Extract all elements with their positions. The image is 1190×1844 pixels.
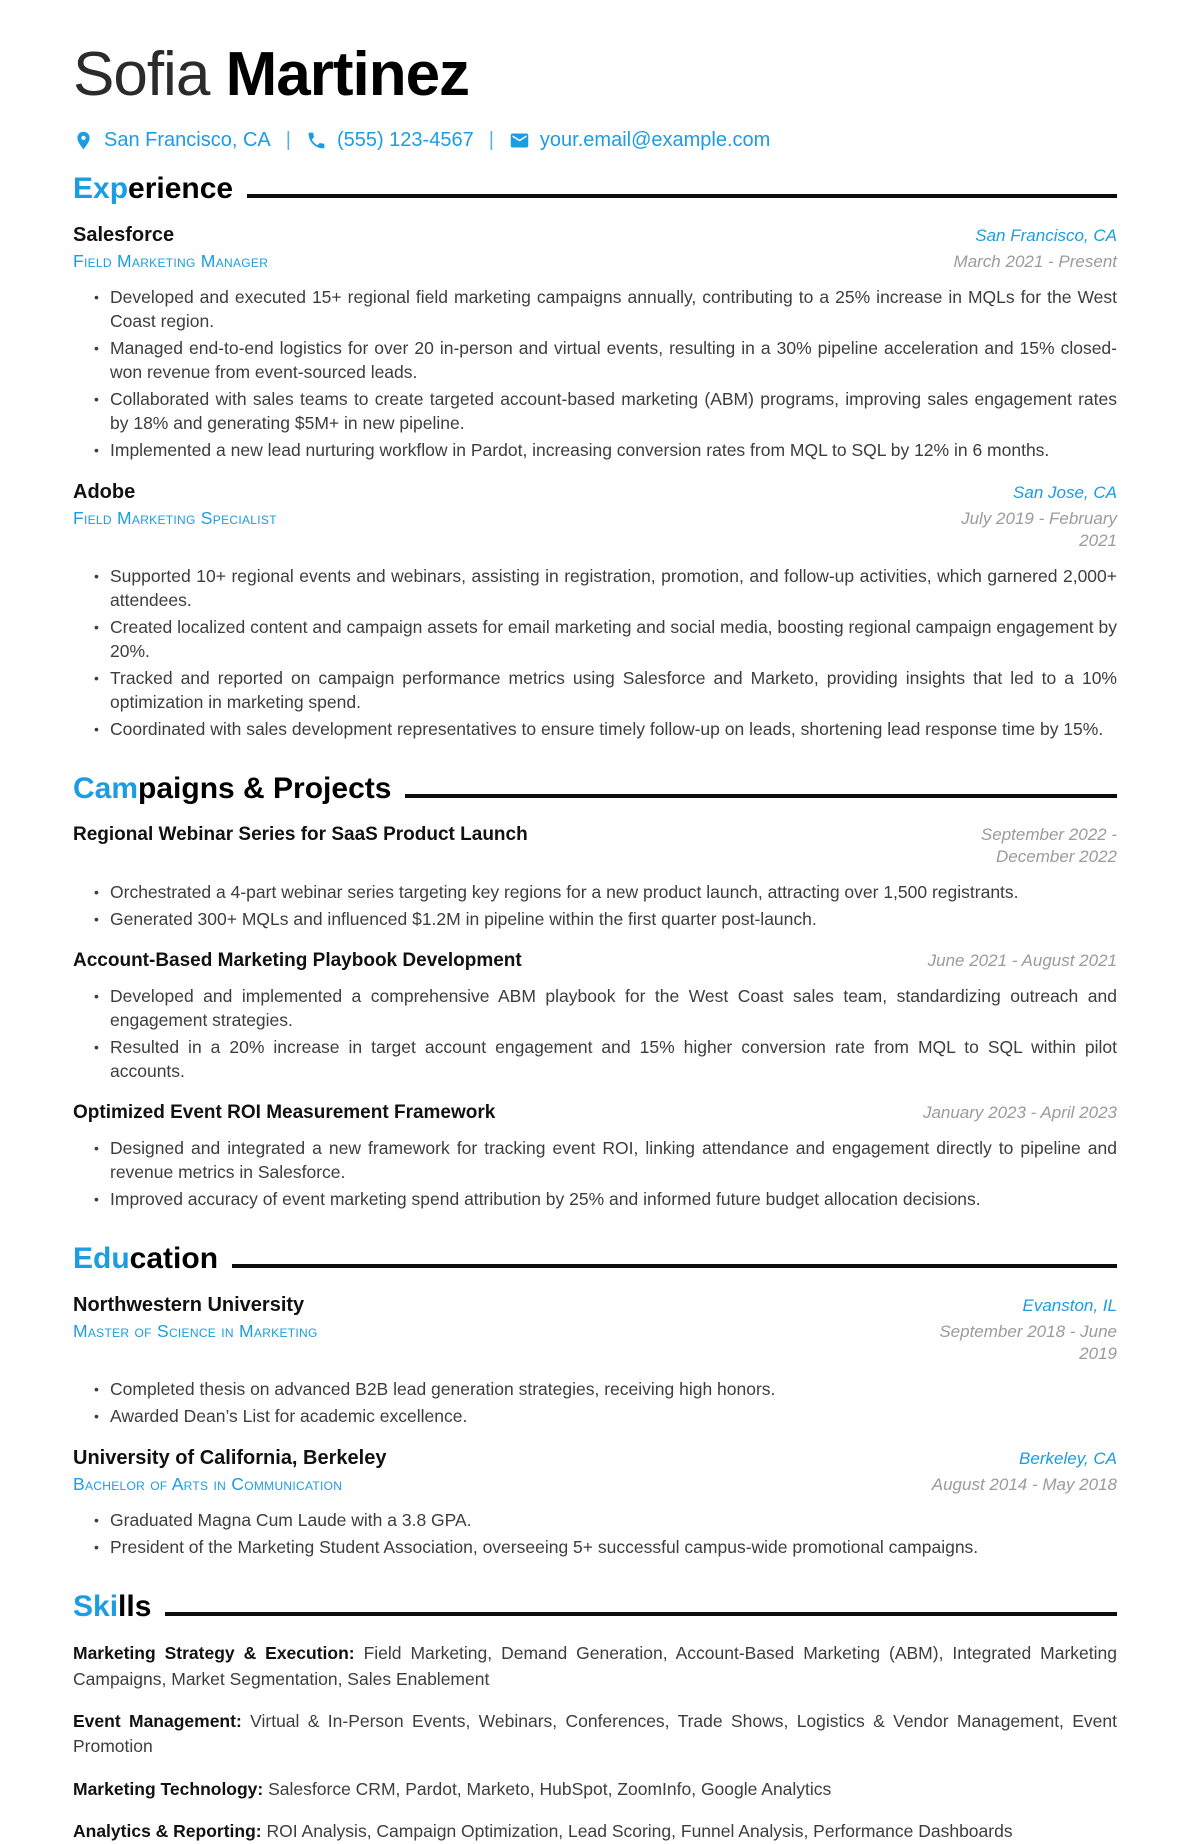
section-title-skills: [73, 1590, 1117, 1624]
project-dates: January 2023 - April 2023: [922, 1103, 1117, 1123]
entry-dates: July 2019 - February 2021: [961, 508, 1117, 551]
bullet-item: • Supported 10+ regional events and webinars, assisting in registration, promotion, and follow-up activities, which garnered 2,000+ attendees.: [73, 565, 1117, 613]
skill-category-label: Marketing Technology:: [73, 1778, 264, 1799]
contact-location: San Francisco, CA: [104, 129, 271, 152]
bullet-list: [73, 1137, 1117, 1212]
education-entry: [73, 1294, 1117, 1429]
contact-divider: |: [285, 129, 291, 152]
person-name: [73, 42, 1117, 107]
section-title-rest: lls: [118, 1590, 152, 1624]
position-title: Field Marketing Specialist: [73, 507, 277, 528]
bullet-list: [73, 881, 1117, 932]
project-entry: [73, 824, 1117, 932]
skill-list-text: Virtual & In-Person Events, Webinars, Conferences, Trade Shows, Logistics & Vendor Management, Event Promotion: [73, 1710, 1118, 1757]
project-title: Optimized Event ROI Measurement Framework: [73, 1102, 496, 1124]
project-dates: September 2022 - December 2022: [980, 824, 1117, 867]
project-entry: [73, 1102, 1117, 1212]
section-title-projects: [73, 772, 1117, 806]
bullet-list: [73, 1509, 1117, 1560]
school-name: University of California, Berkeley: [73, 1447, 387, 1470]
bullet-list: [73, 1378, 1117, 1429]
bullet-item: • Generated 300+ MQLs and influenced $1.2M in pipeline within the first quarter post-launch.: [73, 908, 1117, 932]
section-title-rule: [247, 194, 1117, 198]
skill-line: [73, 1709, 1117, 1760]
section-title-rule: [165, 1612, 1117, 1616]
bullet-item: • Designed and integrated a new framework for tracking event ROI, linking attendance and engagement directly to pipeline and revenue metrics in Salesforce.: [73, 1137, 1117, 1185]
section-title-education: [73, 1242, 1117, 1276]
skill-line: [73, 1819, 1117, 1844]
section-title-rest: cation: [129, 1242, 219, 1276]
section-title-rule: [232, 1264, 1117, 1268]
section-title-experience: [73, 172, 1117, 206]
bullet-list: [73, 286, 1117, 463]
phone-icon: [306, 130, 327, 151]
experience-entry: [73, 481, 1117, 742]
section-title-rest: erience: [128, 172, 234, 206]
section-experience: [73, 172, 1117, 742]
education-entry: [73, 1447, 1117, 1560]
section-title-rule: [405, 794, 1117, 798]
skill-list-text: Field Marketing, Demand Generation, Account-Based Marketing (ABM), Integrated Marketing Campaigns, Market Segmentation, Sales Enablement: [73, 1643, 1117, 1689]
entry-location: San Jose, CA: [1013, 482, 1117, 502]
section-projects: [73, 772, 1117, 1212]
bullet-item: • Awarded Dean’s List for academic excellence.: [73, 1405, 1117, 1429]
envelope-icon: [509, 130, 530, 151]
entry-location: Berkeley, CA: [1019, 1449, 1117, 1469]
position-title: Field Marketing Manager: [73, 251, 269, 272]
project-entry: [73, 950, 1117, 1084]
entry-dates: March 2021 - Present: [953, 252, 1117, 272]
section-title-accent: Edu: [73, 1242, 130, 1276]
skill-category-label: Analytics & Reporting:: [73, 1821, 262, 1842]
bullet-item: • Developed and executed 15+ regional field marketing campaigns annually, contributing to a 25% increase in MQLs for the West Coast region.: [73, 286, 1117, 334]
bullet-item: • Orchestrated a 4-part webinar series targeting key regions for a new product launch, attracting over 1,500 registrants.: [73, 881, 1117, 905]
bullet-item: • President of the Marketing Student Association, overseeing 5+ successful campus-wide promotional campaigns.: [73, 1536, 1117, 1560]
entry-location: Evanston, IL: [1022, 1296, 1117, 1316]
skill-category-label: Marketing Strategy & Execution:: [73, 1643, 355, 1664]
resume-header: [73, 42, 1117, 152]
contact-bar: [73, 129, 1117, 152]
school-name: Northwestern University: [73, 1294, 305, 1317]
first-name: Sofia: [73, 40, 210, 109]
company-name: Salesforce: [73, 224, 175, 247]
skill-line: [73, 1641, 1117, 1692]
skill-line: [73, 1777, 1117, 1802]
bullet-item: • Tracked and reported on campaign performance metrics using Salesforce and Marketo, providing insights that led to a 10% optimization in marketing spend.: [73, 667, 1117, 715]
location-pin-icon: [73, 130, 94, 151]
contact-location-item: [73, 129, 271, 152]
entry-dates: September 2018 - June 2019: [939, 1322, 1117, 1364]
bullet-item: • Collaborated with sales teams to create targeted account-based marketing (ABM) programs, improving sales engagement rates by 18% and generating $5M+ in new pipeline.: [73, 388, 1117, 436]
degree-title: Bachelor of Arts in Communication: [73, 1474, 343, 1495]
contact-divider: |: [488, 129, 494, 152]
bullet-item: • Coordinated with sales development representatives to ensure timely follow-up on leads, shortening lead response time by 15%.: [73, 718, 1117, 742]
degree-title: Master of Science in Marketing: [73, 1321, 318, 1342]
bullet-item: • Resulted in a 20% increase in target account engagement and 15% higher conversion rate from MQL to SQL within pilot accounts.: [73, 1036, 1117, 1084]
project-title: Regional Webinar Series for SaaS Product Launch: [73, 823, 528, 845]
contact-phone: (555) 123-4567: [336, 129, 474, 152]
entry-dates: August 2014 - May 2018: [931, 1475, 1117, 1495]
bullet-item: • Implemented a new lead nurturing workflow in Pardot, increasing conversion rates from MQL to SQL by 12% in 6 months.: [73, 439, 1117, 463]
skill-list-text: ROI Analysis, Campaign Optimization, Lead Scoring, Funnel Analysis, Performance Dashboards: [266, 1821, 1013, 1842]
bullet-item: • Graduated Magna Cum Laude with a 3.8 GPA.: [73, 1509, 1117, 1533]
contact-email-item: [509, 129, 770, 152]
skill-category-label: Event Management:: [73, 1710, 242, 1731]
section-skills: [73, 1590, 1117, 1844]
company-name: Adobe: [73, 480, 136, 503]
bullet-item: • Completed thesis on advanced B2B lead generation strategies, receiving high honors.: [73, 1378, 1117, 1402]
section-title-accent: Exp: [73, 172, 129, 206]
contact-phone-item: [306, 129, 474, 152]
bullet-item: • Managed end-to-end logistics for over 20 in-person and virtual events, resulting in a 30% pipeline acceleration and 15% closed-won revenue from event-sourced leads.: [73, 337, 1117, 385]
skill-list-text: Salesforce CRM, Pardot, Marketo, HubSpot, ZoomInfo, Google Analytics: [268, 1778, 832, 1799]
contact-email: your.email@example.com: [539, 129, 771, 152]
project-title: Account-Based Marketing Playbook Development: [73, 950, 522, 972]
bullet-item: • Improved accuracy of event marketing spend attribution by 25% and informed future budget allocation decisions.: [73, 1188, 1117, 1212]
section-title-rest: paigns & Projects: [138, 771, 392, 805]
bullet-item: • Developed and implemented a comprehensive ABM playbook for the West Coast sales team, standardizing outreach and engagement strategies.: [73, 985, 1117, 1033]
section-title-accent: Cam: [73, 771, 139, 805]
experience-entry: [73, 224, 1117, 463]
bullet-item: • Created localized content and campaign assets for email marketing and social media, boosting regional campaign engagement by 20%.: [73, 616, 1117, 664]
section-education: [73, 1242, 1117, 1560]
project-dates: June 2021 - August 2021: [927, 951, 1117, 971]
last-name: Martinez: [225, 40, 470, 109]
bullet-list: [73, 565, 1117, 742]
bullet-list: [73, 985, 1117, 1084]
entry-location: San Francisco, CA: [975, 226, 1117, 246]
section-title-accent: Ski: [73, 1590, 119, 1624]
